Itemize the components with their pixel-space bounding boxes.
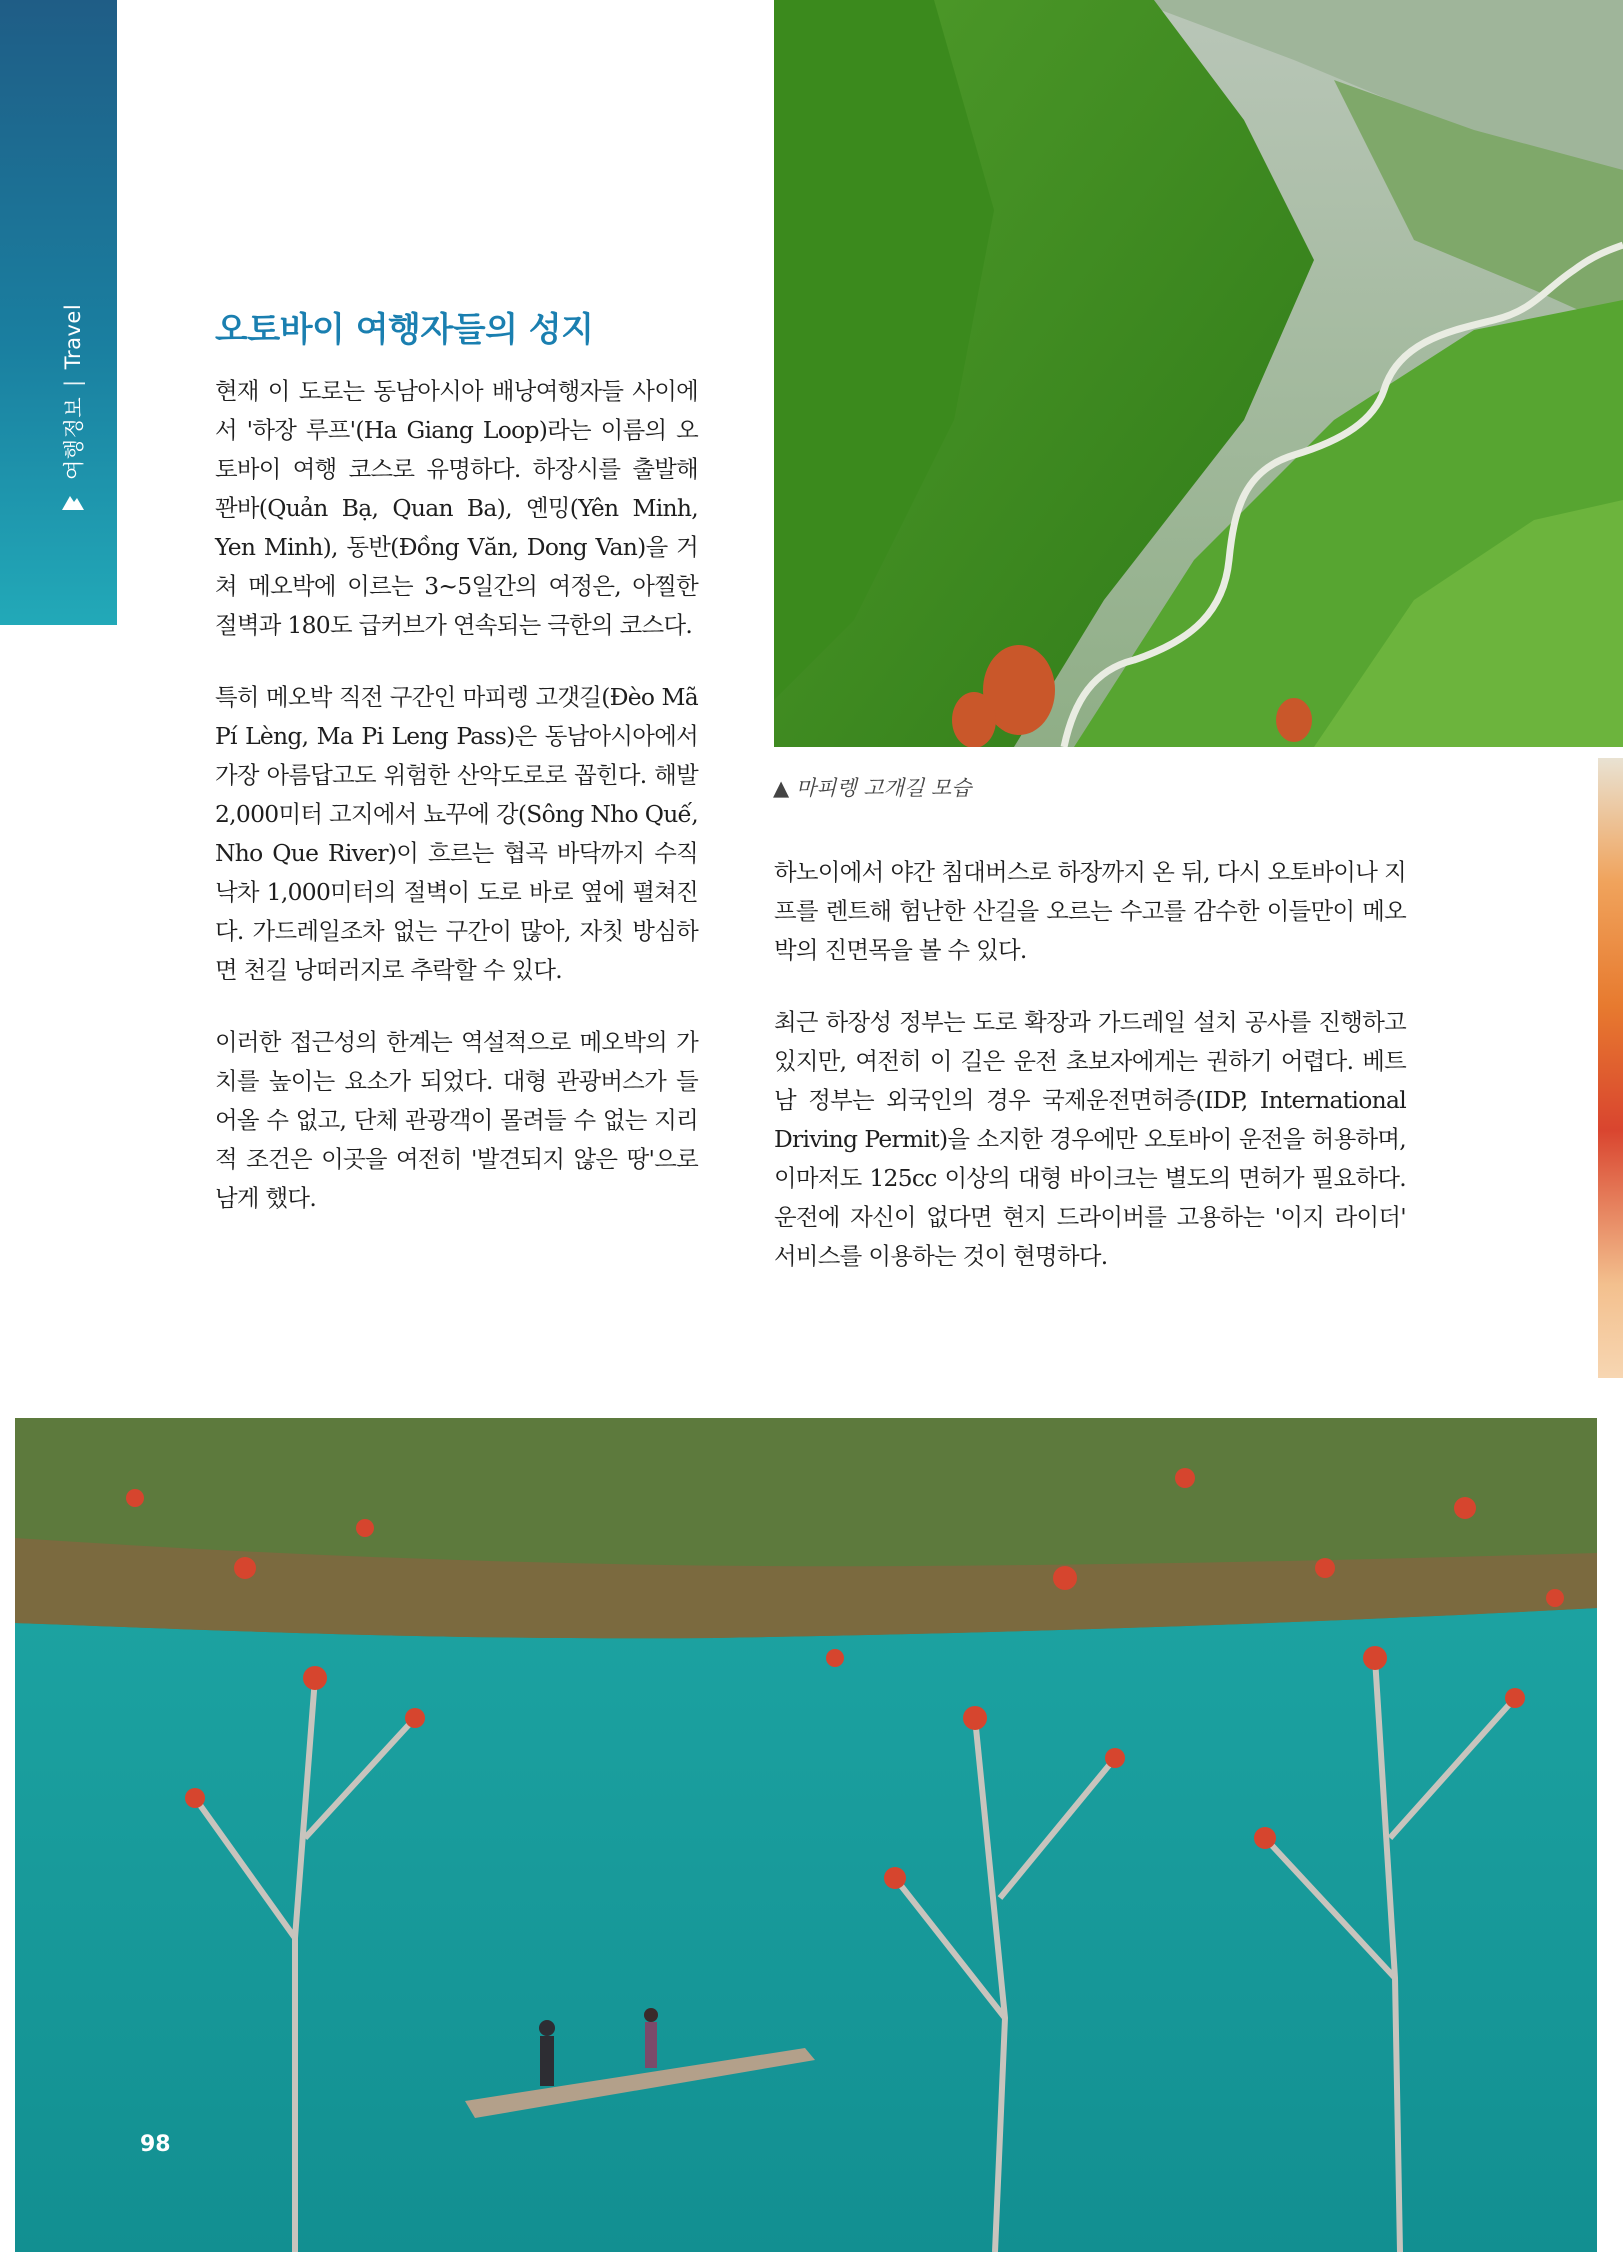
mountain-icon <box>62 492 84 510</box>
photo-caption <box>773 772 971 802</box>
river-illustration <box>15 1418 1597 2252</box>
caption-text: 마피렝 고개길 모습 <box>795 776 972 800</box>
caption-marker: ▲ <box>773 776 790 800</box>
section-english: Travel <box>61 303 85 370</box>
paragraph: 특히 메오박 직전 구간인 마피렝 고갯길(Đèo Mã Pí Lèng, Ma Pi Leng Pass)은 동남아시아에서 가장 아름답고도 위험한 산악도로로 꼽힌다. 해발 2,000미터 고지에서 뇨꾸에 강(Sông Nho Quế, Nho Que River)이 흐르는 협곡 바닥까지 수직 낙차 1,000미터의 절벽이 도로 바로 옆에 펼쳐진다. 가드레일조차 없는 구간이 많아, 자칫 방심하면 천길 낭떠러지로 추락할 수 있다. <box>215 683 698 984</box>
section-divider: | <box>61 379 85 387</box>
section-tab <box>0 0 117 625</box>
adjacent-page-photo-strip <box>1598 758 1623 1378</box>
paragraph: 현재 이 도로는 동남아시아 배낭여행자들 사이에서 '하장 루프'(Ha Giang Loop)라는 이름의 오토바이 여행 코스로 유명하다. 하장시를 출발해 꽌바(Quản Bạ, Quan Ba), 옌밍(Yên Minh, Yen Minh), 동반(Đồng Văn, Dong Van)을 거쳐 메오박에 이르는 3~5일간의 여정은, 아찔한 절벽과 180도 급커브가 연속되는 극한의 코스다. <box>215 377 698 639</box>
article-column-1 <box>215 372 698 1251</box>
river-raft-photo <box>15 1418 1597 2252</box>
section-category: 여행정보 <box>62 396 86 480</box>
mountain-pass-illustration <box>774 0 1623 747</box>
article-heading: 오토바이 여행자들의 성지 <box>215 310 594 350</box>
page-number: 98 <box>140 2132 171 2157</box>
section-tab-label <box>58 304 88 512</box>
paragraph: 이러한 접근성의 한계는 역설적으로 메오박의 가치를 높이는 요소가 되었다. 대형 관광버스가 들어올 수 없고, 단체 관광객이 몰려들 수 없는 지리적 조건은 이곳을 여전히 '발견되지 않은 땅'으로 남게 했다. <box>215 1028 698 1212</box>
paragraph: 하노이에서 야간 침대버스로 하장까지 온 뒤, 다시 오토바이나 지프를 렌트해 험난한 산길을 오르는 수고를 감수한 이들만이 메오박의 진면목을 볼 수 있다. <box>774 858 1406 964</box>
paragraph: 최근 하장성 정부는 도로 확장과 가드레일 설치 공사를 진행하고 있지만, 여전히 이 길은 운전 초보자에게는 권하기 어렵다. 베트남 정부는 외국인의 경우 국제운전면허증(IDP, International Driving Permit)을 소지한 경우에만 오토바이 운전을 허용하며, 이마저도 125cc 이상의 대형 바이크는 별도의 면허가 필요하다. 운전에 자신이 없다면 현지 드라이버를 고용하는 '이지 라이더' 서비스를 이용하는 것이 현명하다. <box>774 1008 1406 1270</box>
article-column-2 <box>774 853 1406 1309</box>
ma-pi-leng-pass-photo <box>774 0 1623 747</box>
